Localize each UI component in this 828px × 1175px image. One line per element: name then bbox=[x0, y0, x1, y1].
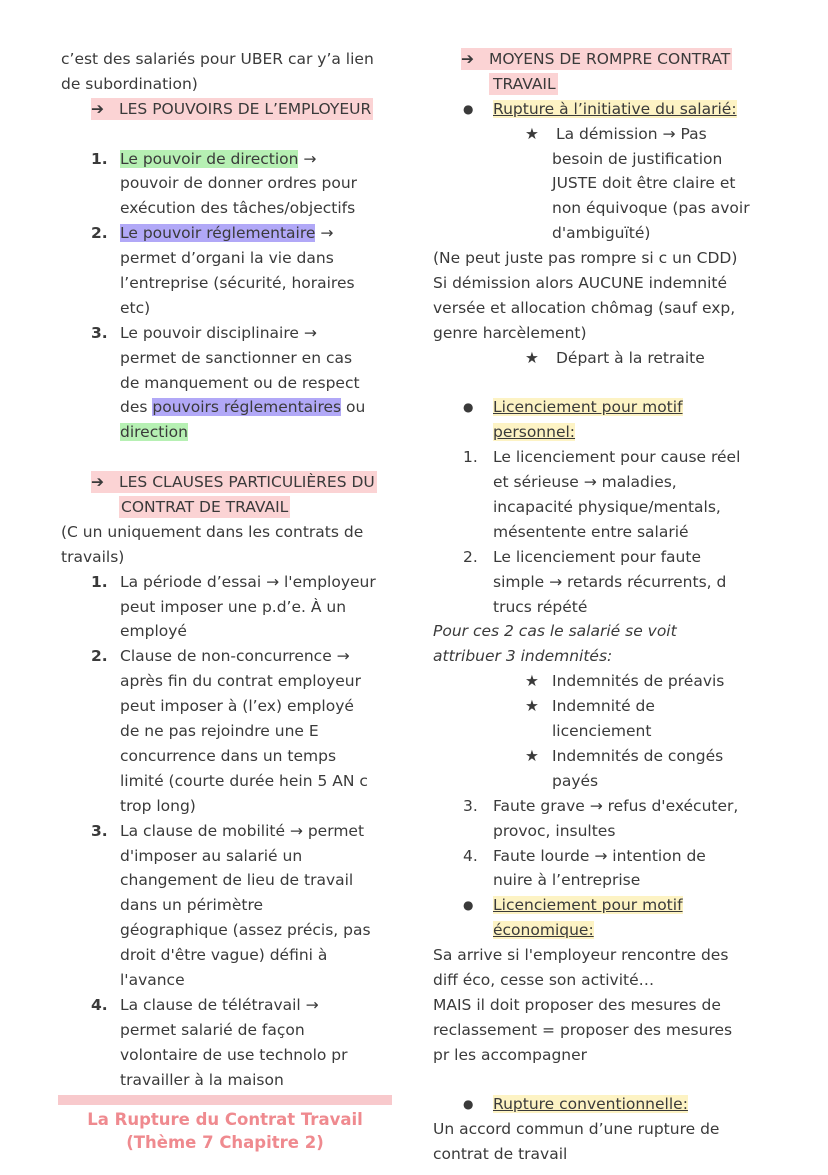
motif-personnel-heading: personnel: bbox=[493, 423, 576, 442]
paragraph-line: Un accord commun d’une rupture de bbox=[433, 1120, 720, 1139]
list-number: 4. bbox=[463, 846, 478, 865]
term-direction: Le pouvoir de direction bbox=[120, 149, 299, 168]
list-item bbox=[61, 570, 401, 595]
list-line: et sérieuse → maladies, bbox=[493, 473, 677, 492]
list-line: Indemnités de congés bbox=[552, 746, 724, 765]
term-reglementaire: Le pouvoir réglementaire bbox=[120, 224, 316, 243]
arrow-text: → bbox=[315, 224, 334, 243]
list-line: géographique (assez précis, pas bbox=[120, 921, 371, 940]
list-line: peut imposer une p.d’e. À un bbox=[120, 597, 347, 616]
list-line: changement de lieu de travail bbox=[120, 871, 354, 890]
section-heading-moyens-cont bbox=[433, 72, 773, 97]
chapter-title bbox=[58, 1108, 392, 1154]
arrow-text: → bbox=[298, 149, 317, 168]
list-number: 1. bbox=[91, 572, 108, 591]
section-heading-clauses bbox=[61, 470, 401, 495]
indemnites-intro: attribuer 3 indemnités: bbox=[433, 647, 613, 666]
footer-divider bbox=[58, 1095, 392, 1105]
section-heading-clauses-cont bbox=[61, 495, 401, 520]
list-line: volontaire de use technolo pr bbox=[120, 1045, 348, 1064]
list-line: simple → retards récurrents, d bbox=[493, 572, 727, 591]
star-item bbox=[433, 669, 773, 694]
bullet-item bbox=[433, 395, 773, 420]
paragraph-line: diff éco, cesse son activité… bbox=[433, 970, 655, 989]
list-line: La clause de télétravail → bbox=[120, 995, 319, 1014]
paragraph-line: MAIS il doit proposer des mesures de bbox=[433, 995, 721, 1014]
list-line: licenciement bbox=[552, 722, 652, 741]
star-item bbox=[433, 122, 773, 147]
list-line: d'imposer au salarié un bbox=[120, 846, 303, 865]
list-number: 3. bbox=[91, 821, 108, 840]
motif-economique-heading: Licenciement pour motif bbox=[493, 896, 683, 915]
arrow-right-icon: ➔ bbox=[91, 99, 104, 118]
star-icon: ★ bbox=[525, 124, 539, 143]
list-line: incapacité physique/mentals, bbox=[493, 498, 721, 517]
list-number: 2. bbox=[463, 547, 478, 566]
list-line: droit d'être vague) défini à bbox=[120, 946, 328, 965]
motif-personnel-heading: Licenciement pour motif bbox=[493, 398, 683, 417]
intro-line: c’est des salariés pour UBER car y’a lien bbox=[61, 50, 374, 68]
heading-text: LES CLAUSES PARTICULIÈRES DU bbox=[119, 473, 375, 492]
list-number: 2. bbox=[91, 224, 108, 243]
list-line: Indemnités de préavis bbox=[552, 672, 725, 691]
list-line: provoc, insultes bbox=[493, 821, 616, 840]
star-item bbox=[433, 694, 773, 719]
list-line: besoin de justification bbox=[552, 149, 723, 168]
list-line: permet de sanctionner en cas bbox=[120, 348, 353, 367]
list-item bbox=[61, 644, 401, 669]
rupture-conventionnelle-heading: Rupture conventionnelle: bbox=[493, 1095, 688, 1114]
bullet-icon: ● bbox=[463, 101, 474, 116]
list-line: Le licenciement pour cause réel bbox=[493, 448, 741, 467]
list-line: de manquement ou de respect bbox=[120, 373, 360, 392]
text-fragment: des bbox=[120, 398, 153, 417]
list-item bbox=[61, 321, 401, 346]
list-line: limité (courte durée hein 5 AN c bbox=[120, 771, 368, 790]
list-line: de ne pas rejoindre une E bbox=[120, 722, 319, 741]
heading-text: LES POUVOIRS DE L’EMPLOYEUR bbox=[119, 99, 372, 118]
list-line: d'ambiguïté) bbox=[552, 224, 651, 243]
heading-text: TRAVAIL bbox=[489, 73, 558, 95]
list-line: La période d’essai → l'employeur bbox=[120, 572, 376, 591]
list-line: exécution des tâches/objectifs bbox=[120, 199, 356, 218]
list-item bbox=[433, 794, 773, 819]
list-line: Clause de non-concurrence → bbox=[120, 647, 350, 666]
chapter-title-line: (Thème 7 Chapitre 2) bbox=[126, 1133, 324, 1152]
arrow-right-icon: ➔ bbox=[461, 50, 474, 68]
list-line: dans un périmètre bbox=[120, 896, 264, 915]
star-icon: ★ bbox=[525, 746, 539, 765]
list-line bbox=[61, 395, 401, 420]
heading-text: CONTRAT DE TRAVAIL bbox=[121, 498, 289, 517]
list-line bbox=[61, 420, 401, 445]
list-item bbox=[61, 819, 401, 844]
list-line bbox=[433, 918, 773, 943]
list-line: nuire à l’entreprise bbox=[493, 871, 641, 890]
arrow-right-icon: ➔ bbox=[91, 473, 104, 492]
list-line: l'avance bbox=[120, 970, 185, 989]
clauses-intro: travails) bbox=[61, 547, 125, 566]
list-line bbox=[433, 420, 773, 445]
list-line: travailler à la maison bbox=[120, 1070, 284, 1089]
star-icon: ★ bbox=[525, 348, 539, 367]
list-line: après fin du contrat employeur bbox=[120, 672, 361, 691]
star-icon: ★ bbox=[525, 697, 539, 716]
list-line: mésentente entre salarié bbox=[493, 522, 689, 541]
note-line: genre harcèlement) bbox=[433, 323, 587, 342]
paragraph-line: reclassement = proposer des mesures bbox=[433, 1020, 733, 1039]
bullet-icon: ● bbox=[463, 898, 474, 913]
list-line: La démission → Pas bbox=[556, 124, 707, 143]
right-column bbox=[433, 47, 773, 1167]
term-direction: direction bbox=[120, 423, 188, 442]
note-line: (Ne peut juste pas rompre si c un CDD) bbox=[433, 249, 738, 268]
section-heading-pouvoirs bbox=[61, 97, 401, 122]
note-line: Si démission alors AUCUNE indemnité bbox=[433, 274, 727, 293]
paragraph-line: Sa arrive si l'employeur rencontre des bbox=[433, 946, 729, 965]
list-line: permet d’organi la vie dans bbox=[120, 249, 334, 268]
list-number: 1. bbox=[463, 448, 478, 467]
chapter-title-line: La Rupture du Contrat Travail bbox=[87, 1110, 363, 1129]
list-line: Faute lourde → intention de bbox=[493, 846, 706, 865]
text-fragment: ou bbox=[341, 398, 366, 417]
star-icon: ★ bbox=[525, 672, 539, 691]
list-line: concurrence dans un temps bbox=[120, 746, 337, 765]
list-number: 3. bbox=[91, 323, 108, 342]
list-number: 4. bbox=[91, 995, 108, 1014]
bullet-item bbox=[433, 1092, 773, 1117]
list-line: JUSTE doit être claire et bbox=[552, 174, 736, 193]
list-line: etc) bbox=[120, 298, 151, 317]
motif-economique-heading: économique: bbox=[493, 921, 594, 940]
list-line: non équivoque (pas avoir bbox=[552, 199, 750, 218]
list-line: peut imposer à (l’ex) employé bbox=[120, 697, 354, 716]
list-line: Faute grave → refus d'exécuter, bbox=[493, 796, 739, 815]
bullet-item bbox=[433, 97, 773, 122]
bullet-icon: ● bbox=[463, 1097, 474, 1112]
rupture-salarie-heading: Rupture à l’initiative du salarié: bbox=[493, 99, 737, 118]
paragraph-line: contrat de travail bbox=[433, 1145, 568, 1164]
list-line: Le pouvoir disciplinaire → bbox=[120, 323, 317, 342]
star-item bbox=[433, 744, 773, 769]
clauses-intro: (C un uniquement dans les contrats de bbox=[61, 522, 364, 541]
list-item bbox=[61, 147, 401, 172]
list-line: l’entreprise (sécurité, horaires bbox=[120, 274, 355, 293]
indemnites-intro: Pour ces 2 cas le salarié se voit bbox=[433, 622, 677, 641]
list-line: Départ à la retraite bbox=[556, 348, 705, 367]
list-line: permet salarié de façon bbox=[120, 1020, 305, 1039]
bullet-icon: ● bbox=[463, 400, 474, 415]
note-line: versée et allocation chômag (sauf exp, bbox=[433, 298, 736, 317]
term-reglementaires: pouvoirs réglementaires bbox=[152, 398, 342, 417]
list-line: trop long) bbox=[120, 796, 196, 815]
list-line: pouvoir de donner ordres pour bbox=[120, 174, 358, 193]
list-item bbox=[433, 545, 773, 570]
list-number: 1. bbox=[91, 149, 108, 168]
list-line: payés bbox=[552, 771, 599, 790]
list-item bbox=[433, 844, 773, 869]
list-line: Le licenciement pour faute bbox=[493, 547, 701, 566]
intro-line: de subordination) bbox=[61, 74, 198, 93]
heading-text: MOYENS DE ROMPRE CONTRAT bbox=[489, 50, 731, 68]
list-line: trucs répété bbox=[493, 597, 588, 616]
list-item bbox=[61, 993, 401, 1018]
list-line: Indemnité de bbox=[552, 697, 655, 716]
section-heading-moyens bbox=[433, 47, 773, 72]
list-number: 3. bbox=[463, 796, 478, 815]
list-number: 2. bbox=[91, 647, 108, 666]
star-item bbox=[433, 346, 773, 371]
list-item bbox=[61, 221, 401, 246]
bullet-item bbox=[433, 893, 773, 918]
list-line: La clause de mobilité → permet bbox=[120, 821, 365, 840]
list-line: employé bbox=[120, 622, 187, 641]
list-item bbox=[433, 445, 773, 470]
paragraph-line: pr les accompagner bbox=[433, 1045, 588, 1064]
left-column bbox=[61, 47, 401, 1092]
